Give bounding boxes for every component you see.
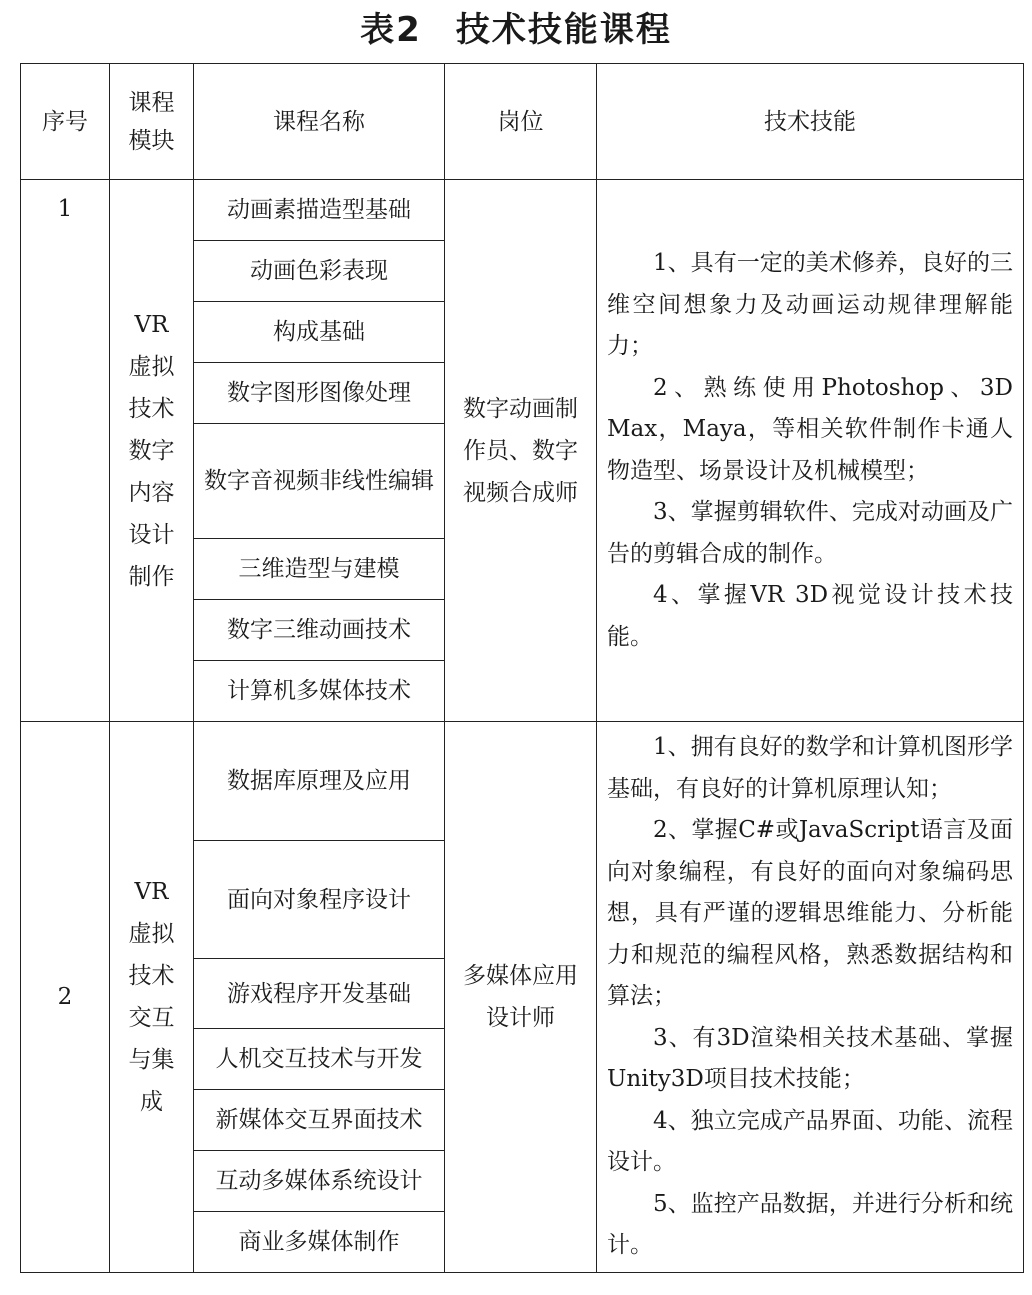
group-number: 1 xyxy=(21,180,110,722)
table-title-text: 技术技能课程 xyxy=(455,10,672,50)
header-module-line: 课程 xyxy=(128,89,175,116)
module-line: 内容 xyxy=(128,479,175,506)
course-name: 商业多媒体制作 xyxy=(194,1212,445,1273)
group-number: 2 xyxy=(21,722,110,1273)
module-line: 交互 xyxy=(128,1005,175,1031)
course-name: 计算机多媒体技术 xyxy=(194,661,445,722)
skill-item: 2、掌握C#或JavaScript语言及面向对象编程，有良好的面向对象编码思想，具有严谨的逻辑思维能力、分析能力和规范的编程风格，熟悉数据结构和算法； xyxy=(607,817,1013,1010)
course-module xyxy=(110,722,194,1273)
skill-description xyxy=(597,180,1024,722)
table-row xyxy=(21,180,1024,241)
skills-table xyxy=(20,63,1024,1273)
module-line: 与集 xyxy=(128,1047,175,1073)
skill-item: 1、具有一定的美术修养，良好的三维空间想象力及动画运动规律理解能力； xyxy=(607,250,1013,359)
course-module xyxy=(110,180,194,722)
course-name: 动画素描造型基础 xyxy=(194,180,445,241)
header-post: 岗位 xyxy=(445,64,597,180)
skill-item: 3、有3D渲染相关技术基础、掌握Unity3D项目技术技能； xyxy=(607,1024,1013,1093)
skill-item: 4、掌握VR 3D视觉设计技术技能。 xyxy=(607,582,1013,650)
module-line: VR xyxy=(134,311,169,338)
module-line: 虚拟 xyxy=(128,921,175,947)
header-no: 序号 xyxy=(21,64,110,180)
module-line: 技术 xyxy=(128,395,175,422)
module-line: VR xyxy=(134,879,169,905)
course-name: 人机交互技术与开发 xyxy=(194,1029,445,1090)
course-name: 互动多媒体系统设计 xyxy=(194,1151,445,1212)
course-name: 新媒体交互界面技术 xyxy=(194,1090,445,1151)
skill-item: 4、独立完成产品界面、功能、流程设计。 xyxy=(607,1107,1013,1176)
module-line: 技术 xyxy=(128,963,175,989)
module-line: 制作 xyxy=(128,563,175,590)
module-line: 虚拟 xyxy=(128,353,175,380)
header-course: 课程名称 xyxy=(194,64,445,180)
module-line: 成 xyxy=(140,1089,163,1115)
course-name: 数字三维动画技术 xyxy=(194,600,445,661)
table-row xyxy=(21,722,1024,841)
table-title xyxy=(0,4,1032,56)
course-name: 数字图形图像处理 xyxy=(194,363,445,424)
course-name: 面向对象程序设计 xyxy=(194,841,445,959)
job-post: 多媒体应用设计师 xyxy=(445,722,597,1273)
header-module-line: 模块 xyxy=(128,127,175,154)
course-name: 三维造型与建模 xyxy=(194,539,445,600)
skill-item: 3、掌握剪辑软件、完成对动画及广告的剪辑合成的制作。 xyxy=(607,499,1013,567)
header-row xyxy=(21,64,1024,180)
course-name: 构成基础 xyxy=(194,302,445,363)
skill-item: 2、熟练使用Photoshop、3D Max，Maya，等相关软件制作卡通人物造型、场景设计及机械模型； xyxy=(607,374,1013,484)
skill-item: 1、拥有良好的数学和计算机图形学基础，有良好的计算机原理认知； xyxy=(607,734,1013,802)
course-name: 数字音视频非线性编辑 xyxy=(194,424,445,539)
skill-item: 5、监控产品数据，并进行分析和统计。 xyxy=(607,1190,1013,1259)
skill-description xyxy=(597,722,1024,1273)
header-skill: 技术技能 xyxy=(597,64,1024,180)
module-line: 数字 xyxy=(128,437,175,464)
course-name: 动画色彩表现 xyxy=(194,241,445,302)
course-name: 游戏程序开发基础 xyxy=(194,959,445,1029)
job-post: 数字动画制作员、数字视频合成师 xyxy=(445,180,597,722)
course-name: 数据库原理及应用 xyxy=(194,722,445,841)
module-line: 设计 xyxy=(128,521,175,548)
header-module xyxy=(110,64,194,180)
table-number: 表2 xyxy=(360,10,422,50)
